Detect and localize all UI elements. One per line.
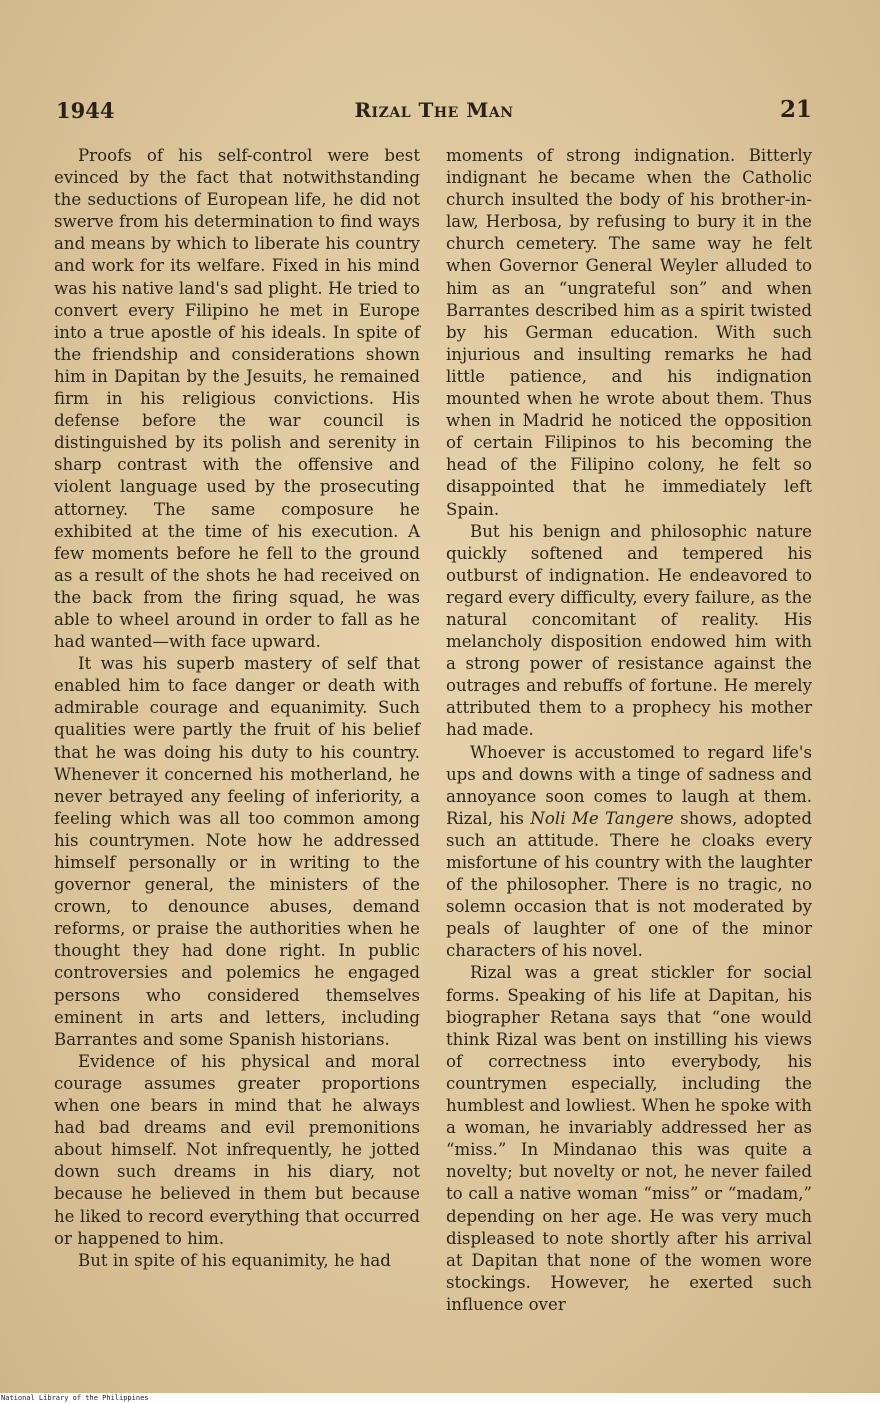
paragraph: Proofs of his self-control were best evinced by the fact that notwithstanding the seductions of European life, he did not swerve from his determination to find ways and means by which to liberate his country and work for its welfare. Fixed in his mind was his native land's sad plight. He tried to convert every Filipino he met in Europe into a true apostle of his ideals. In spite of the friendship and considerations shown him in Dapitan by the Jesuits, he remained firm in his religious convictions. His defense before the war council is distinguished by its polish and serenity in sharp contrast with the offensive and violent language used by the prosecuting attorney. The same composure he exhibited at the time of his execution. A few moments before he fell to the ground as a result of the shots he had received on the back from the firing squad, he was able to wheel around in order to fall as he had wanted—with face upward. <box>54 146 420 652</box>
page-number: 21 <box>779 96 812 123</box>
source-footer: National Library of the Philippines <box>0 1393 880 1403</box>
header-title: Rizal The Man <box>354 98 514 122</box>
header-year: 1944 <box>56 98 115 123</box>
paragraph: But his benign and philosophic nature quickly softened and tempered his outburst of indignation. He endeavored to regard every difficulty, every failure, as the natural concomitant of reality. His melancholy disposition endowed him with a strong power of resistance against the outrages and rebuffs of fortune. He merely attributed them to a prophecy his mother had made. <box>446 521 812 740</box>
right-column <box>446 145 812 1316</box>
paragraph <box>446 742 812 963</box>
paragraph-text: shows, adopted such an attitude. There he cloaks every misfortune of his country with the laughter of the philosopher. There is no tragic, no solemn occasion that is not moderated by peals of laughter of one of the minor characters of his novel. <box>446 808 812 961</box>
paragraph-text: Whoever is accustomed to regard life's ups and downs with a tinge of sadness and annoyance soon comes to laugh at them. Rizal, his <box>446 742 812 828</box>
left-column <box>54 145 420 1272</box>
paragraph: It was his superb mastery of self that enabled him to face danger or death with admirable courage and equanimity. Such qualities were partly the fruit of his belief that he was doing his duty to his country. Whenever it concerned his motherland, he never betrayed any feeling of inferiority, a feeling which was all too common among his countrymen. Note how he addressed himself personally or in writing to the governor general, the ministers of the crown, to denounce abuses, demand reforms, or praise the authorities when he thought they had done right. In public controversies and polemics he engaged persons who considered themselves eminent in arts and letters, including Barrantes and some Spanish historians. <box>54 654 420 1049</box>
book-title: Noli Me Tangere <box>530 808 674 828</box>
paragraph: Rizal was a great stickler for social forms. Speaking of his life at Dapitan, his biographer Retana says that “one would think Rizal was bent on instilling his views of correctness into everybody, his countrymen especially, including the humblest and lowliest. When he spoke with a woman, he invariably addressed her as “miss.” In Mindanao this was quite a novelty; but novelty or not, he never failed to call a native woman “miss” or “madam,” depending on her age. He was very much displeased to note shortly after his arrival at Dapitan that none of the women wore stockings. However, he exerted such influence over <box>446 963 812 1314</box>
paragraph: Evidence of his physical and moral courage assumes greater proportions when one bears in mind that he always had bad dreams and evil premonitions about himself. Not infrequently, he jotted down such dreams in his diary, not because he believed in them but because he liked to record everything that occurred or happened to him. <box>54 1051 420 1248</box>
running-header <box>56 94 812 130</box>
paragraph-continuation: moments of strong indignation. Bitterly indignant he became when the Catholic church insulted the body of his brother-in-law, Herbosa, by refusing to bury it in the church cemetery. The same way he felt when Governor General Weyler alluded to him as an “ungrateful son” and when Barrantes described him as a spirit twisted by his German education. With such injurious and insulting remarks he had little patience, and his indignation mounted when he wrote about them. Thus when in Madrid he noticed the opposition of certain Filipinos to his becoming the head of the Filipino colony, he felt so disappointed that he immediately left Spain. <box>446 146 812 519</box>
paragraph: But in spite of his equanimity, he had <box>78 1250 391 1270</box>
